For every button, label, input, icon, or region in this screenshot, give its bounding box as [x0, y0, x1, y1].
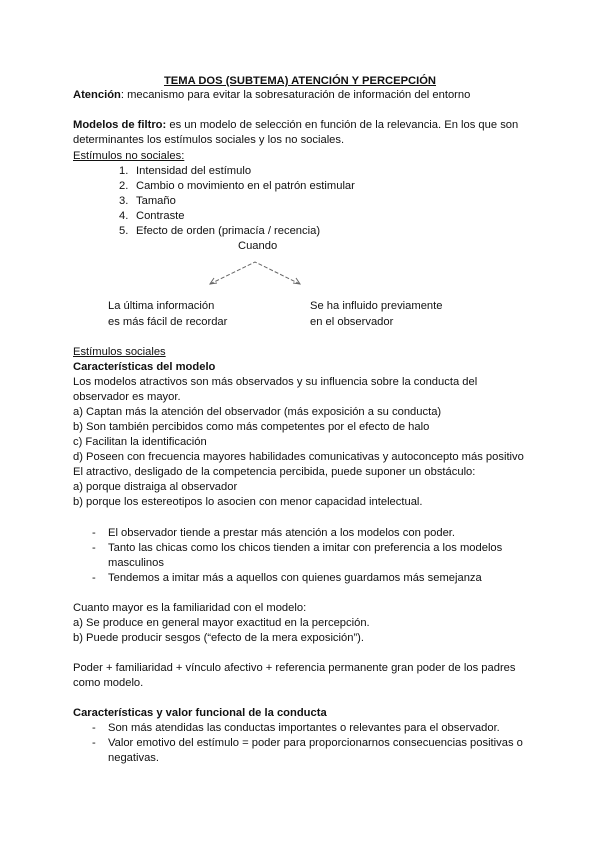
familiaridad-intro: Cuanto mayor es la familiaridad con el modelo:: [73, 602, 307, 614]
bullet-dash: -: [92, 722, 96, 734]
modelos-text-2: determinantes los estímulos sociales y los no sociales.: [73, 134, 345, 146]
sociales-d: d) Poseen con frecuencia mayores habilidades comunicativas y autoconcepto más positivo: [73, 451, 524, 463]
sociales-heading: Estímulos sociales: [73, 346, 166, 358]
diagram-right-2: en el observador: [310, 316, 394, 328]
list-number: 1.: [119, 165, 129, 177]
list-item: Contraste: [136, 210, 185, 222]
bullet-item: Tanto las chicas como los chicos tienden a imitar con preferencia a los modelos: [108, 542, 503, 554]
list-item: Tamaño: [136, 195, 176, 207]
conducta-heading: Características y valor funcional de la conducta: [73, 707, 327, 719]
modelos-definition: [73, 118, 518, 132]
modelos-term: Modelos de filtro:: [73, 119, 167, 131]
sociales-subheading: Características del modelo: [73, 361, 216, 373]
bullet-dash: -: [92, 737, 96, 749]
bullet-item: Son más atendidas las conductas importantes o relevantes para el observador.: [108, 722, 500, 734]
poder-line-1: Poder + familiaridad + vínculo afectivo + referencia permanente gran poder de los padres: [73, 662, 516, 674]
list-number: 3.: [119, 195, 129, 207]
familiaridad-a: a) Se produce en general mayor exactitud en la percepción.: [73, 617, 370, 629]
bullet-item: El observador tiende a prestar más atención a los modelos con poder.: [108, 527, 456, 539]
sociales-p2: observador es mayor.: [73, 391, 181, 403]
bullet-dash: -: [92, 572, 96, 584]
atencion-definition: [73, 88, 470, 102]
sociales-b: b) Son también percibidos como más competentes por el efecto de halo: [73, 421, 430, 433]
sociales-a2: a) porque distraiga al observador: [73, 481, 238, 493]
sociales-p1: Los modelos atractivos son más observados y su influencia sobre la conducta del: [73, 376, 478, 388]
diagram-root: Cuando: [238, 240, 278, 252]
bullet-dash: -: [92, 527, 96, 539]
sociales-c: c) Facilitan la identificación: [73, 436, 207, 448]
list-item: Intensidad del estímulo: [136, 165, 252, 177]
list-item: Cambio o movimiento en el patrón estimular: [136, 180, 355, 192]
sociales-a: a) Captan más la atención del observador (más exposición a su conducta): [73, 406, 442, 418]
sociales-p3: El atractivo, desligado de la competencia percibida, puede suponer un obstáculo:: [73, 466, 476, 478]
bullet-dash: -: [92, 542, 96, 554]
atencion-term: Atención: [73, 89, 121, 101]
familiaridad-b: b) Puede producir sesgos (“efecto de la mera exposición”).: [73, 632, 365, 644]
no-sociales-heading: Estímulos no sociales:: [73, 150, 185, 162]
modelos-text-1: es un modelo de selección en función de la relevancia. En los que son: [166, 119, 519, 131]
sociales-b2: b) porque los estereotipos lo asocien con menor capacidad intelectual.: [73, 496, 423, 508]
diagram-right-1: Se ha influido previamente: [310, 300, 443, 312]
atencion-text: : mecanismo para evitar la sobresaturación de información del entorno: [120, 89, 471, 101]
list-number: 2.: [119, 180, 129, 192]
diagram-left-2: es más fácil de recordar: [108, 316, 228, 328]
list-item: Efecto de orden (primacía / recencia): [136, 225, 321, 237]
branch-arrows-icon: [200, 258, 310, 288]
list-number: 5.: [119, 225, 129, 237]
list-number: 4.: [119, 210, 129, 222]
bullet-item-continued: masculinos: [108, 557, 164, 569]
page-title: TEMA DOS (SUBTEMA) ATENCIÓN Y PERCEPCIÓN: [163, 75, 437, 87]
bullet-item: Valor emotivo del estímulo = poder para proporcionarnos consecuencias positivas o: [108, 737, 523, 749]
bullet-item: Tendemos a imitar más a aquellos con quienes guardamos más semejanza: [108, 572, 482, 584]
diagram-left-1: La última información: [108, 300, 215, 312]
bullet-item-continued: negativas.: [108, 752, 159, 764]
poder-line-2: como modelo.: [73, 677, 144, 689]
